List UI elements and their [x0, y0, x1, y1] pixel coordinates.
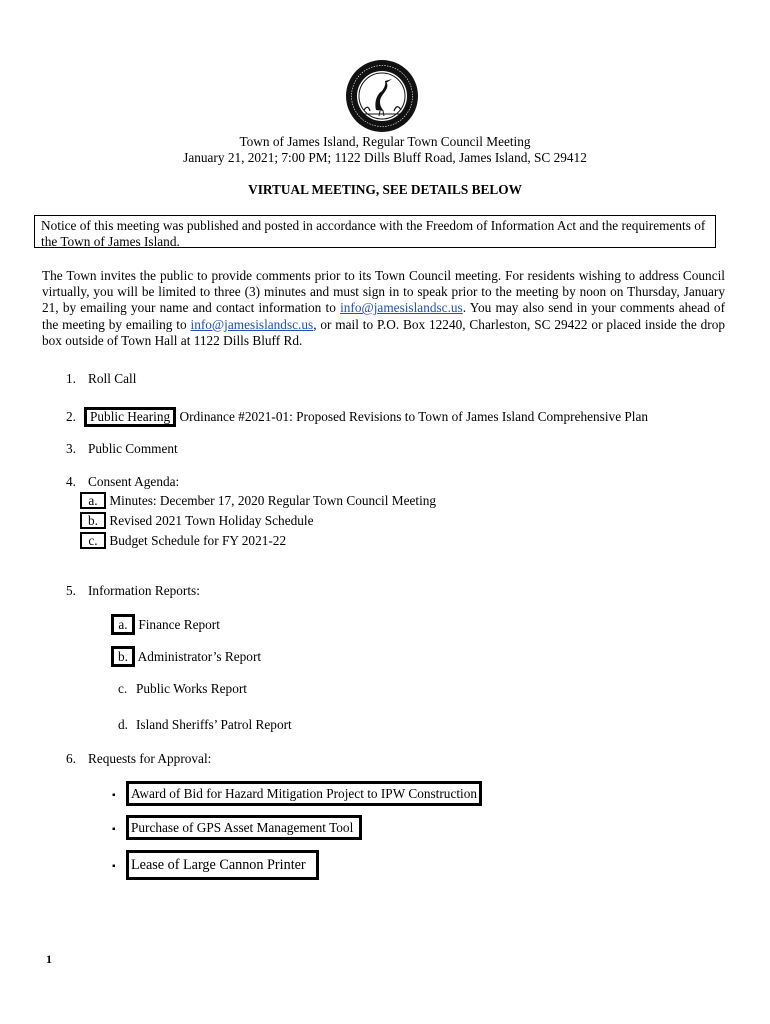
- agenda-item-public-comment: [66, 441, 178, 457]
- agenda-item-roll-call: [66, 371, 136, 387]
- approval-request-item: [112, 781, 482, 806]
- intro-text-part3: , or mail to P.O. Box 12240, Charleston, SC 29422 or placed inside the drop box outside of Town Hall at 1122 Dills Bluff Rd.: [42, 316, 725, 348]
- agenda-item-label: Consent Agenda:: [88, 474, 180, 489]
- approval-request-item: [112, 815, 362, 840]
- agenda-item-label: Ordinance #2021-01: Proposed Revisions to Town of James Island Comprehensive Plan: [179, 409, 649, 424]
- intro-text-part2: . You may also send in your comments ahead of the meeting by emailing to: [42, 300, 725, 332]
- meeting-date-location: January 21, 2021; 7:00 PM; 1122 Dills Bluff Road, James Island, SC 29412: [183, 150, 587, 165]
- agenda-item-public-hearing: [66, 407, 648, 427]
- square-bullet-icon: ▪: [112, 790, 116, 801]
- report-subitem: [118, 717, 292, 733]
- square-bullet-icon: ▪: [112, 861, 116, 872]
- report-subitem: [111, 646, 261, 667]
- agenda-number: 6.: [66, 751, 76, 766]
- agenda-item-requests-approval: [66, 751, 211, 767]
- approval-request-item: [112, 850, 319, 880]
- email-link[interactable]: info@jamesislandsc.us: [190, 316, 314, 332]
- virtual-meeting-banner: VIRTUAL MEETING, SEE DETAILS BELOW: [248, 182, 522, 197]
- subitem-label: Minutes: December 17, 2020 Regular Town Council Meeting: [109, 493, 437, 508]
- subitem-letter: c.: [118, 681, 128, 696]
- subitem-letter-highlight: b.: [111, 646, 135, 667]
- agenda-item-consent: [66, 474, 179, 490]
- notice-box: Notice of this meeting was published and posted in accordance with the Freedom of Information Act and the requirements of the Town of James Island.: [34, 215, 716, 248]
- consent-subitem: [80, 492, 436, 509]
- subitem-letter-highlight: c.: [80, 532, 106, 549]
- agenda-number: 3.: [66, 441, 76, 456]
- consent-subitem: [80, 532, 286, 549]
- agenda-number: 2.: [66, 409, 76, 424]
- report-subitem: [111, 614, 220, 635]
- approval-request-highlight: Lease of Large Cannon Printer: [126, 850, 319, 880]
- subitem-label: Public Works Report: [136, 681, 247, 696]
- report-subitem: [118, 681, 247, 697]
- intro-text-part1: The Town invites the public to provide comments prior to its Town Council meeting. For residents wishing to address Council virtually, you will be limited to three (3) minutes and must sign in to speak prior to the meeting by noon on Thursday, January 21, by emailing your name and contact information to: [42, 268, 725, 316]
- agenda-item-information-reports: [66, 583, 200, 599]
- agenda-item-label: Public Comment: [88, 441, 178, 456]
- consent-subitem: [80, 512, 314, 529]
- square-bullet-icon: ▪: [112, 824, 116, 835]
- intro-paragraph: [42, 268, 725, 349]
- agenda-number: 4.: [66, 474, 76, 489]
- agenda-item-label: Requests for Approval:: [88, 751, 212, 766]
- public-hearing-highlight: Public Hearing: [84, 407, 176, 427]
- page-number: 1: [46, 952, 52, 966]
- subitem-label: Island Sheriffs’ Patrol Report: [136, 717, 292, 732]
- meeting-title: Town of James Island, Regular Town Council Meeting: [239, 134, 531, 149]
- email-link[interactable]: info@jamesislandsc.us: [340, 300, 463, 316]
- approval-request-highlight: Purchase of GPS Asset Management Tool: [126, 815, 362, 840]
- subitem-label: Administrator’s Report: [137, 649, 262, 664]
- subitem-label: Budget Schedule for FY 2021-22: [109, 533, 287, 548]
- subitem-letter: d.: [118, 717, 128, 732]
- agenda-number: 5.: [66, 583, 76, 598]
- subitem-label: Revised 2021 Town Holiday Schedule: [109, 513, 314, 528]
- approval-request-highlight: Award of Bid for Hazard Mitigation Project to IPW Construction: [126, 781, 482, 806]
- subitem-letter-highlight: a.: [111, 614, 135, 635]
- agenda-item-label: Roll Call: [88, 371, 137, 386]
- subitem-letter-highlight: a.: [80, 492, 106, 509]
- agenda-number: 1.: [66, 371, 76, 386]
- subitem-letter-highlight: b.: [80, 512, 106, 529]
- town-seal-logo: [344, 58, 420, 134]
- subitem-label: Finance Report: [138, 617, 220, 632]
- agenda-item-label: Information Reports:: [88, 583, 200, 598]
